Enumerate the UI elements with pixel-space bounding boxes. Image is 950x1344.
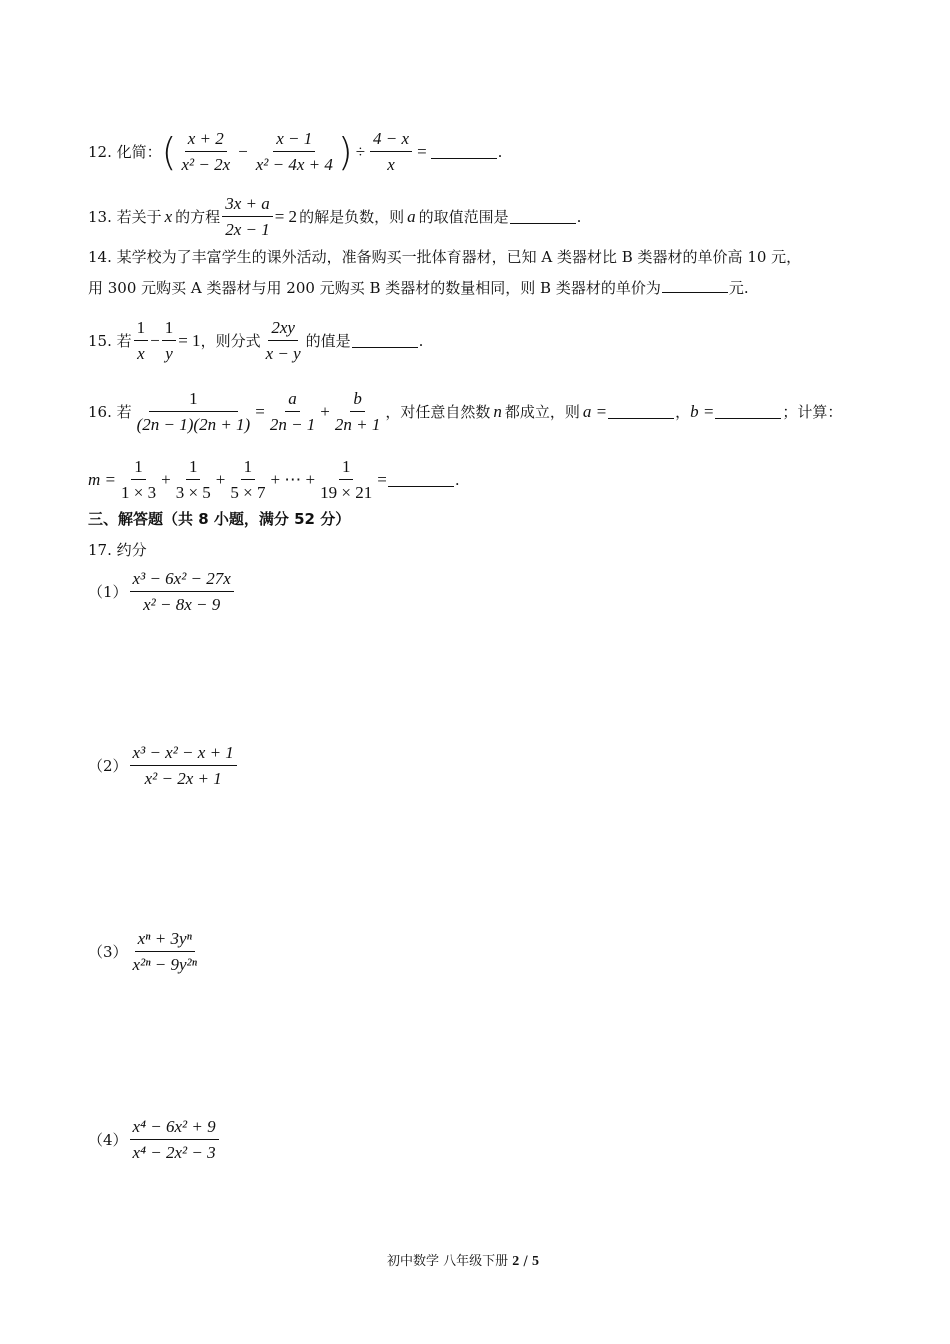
page-separator: / [523,1254,528,1269]
q15-eq: = 1 [178,330,201,350]
plus-sign: + [161,469,171,489]
question-14-line-2: 用 300 元购买 A 类器材与用 200 元购买 B 类器材的数量相同，则 B 类器材的单价为 元. [88,279,749,297]
minus-sign: − [150,330,160,350]
q16-text: ，对任意自然数 [385,403,491,422]
q16-comma: ， [675,403,691,422]
b-equals: b = [690,401,715,421]
q16-tail: . [454,470,460,489]
equals-sign: = [255,401,265,421]
ellipsis: + ⋯ + [270,469,316,489]
page-footer [387,1250,539,1270]
minus-sign: − [238,141,248,161]
q16-fraction-3: $\frac{b}{2n + 1}$ [334,389,381,435]
q12-fraction-3: $\frac{4 - x}{x}$ [370,128,412,176]
q13-eq: = 2 [274,206,298,226]
question-14-line-1: 14. 某学校为了丰富学生的课外活动，准备购买一批体育器材，已知 A 类器材比 B 类器材的单价高 10 元， [88,248,802,266]
equals-sign: = [377,469,387,489]
m-equals: m = [88,469,116,489]
q17-fraction-4: $\frac{\text{x⁴ − 6x² + 9}}{\text{x⁴ − 2x² − 3}}$ [130,1116,219,1164]
part-label: （1） [88,583,128,602]
var-a: a [407,206,416,226]
answer-blank-m [388,472,454,487]
q15-label: 15. 若 [88,332,132,351]
footer-text: 初中数学 八年级下册 [387,1254,509,1269]
question-12 [88,128,502,176]
q17-fraction-1: $\frac{\text{x³ − 6x² − 27x}}{\text{x² − 8x − 9}}$ [130,568,234,616]
page-total: 5 [531,1254,539,1269]
q15-tail: . [418,331,424,350]
var-x: x [164,206,173,226]
answer-blank [352,333,418,348]
answer-blank [431,144,497,159]
question-16-line-1 [88,388,842,436]
sum-term-1: $\frac{1}{1 \times 3}$ [121,457,157,503]
q15-fraction-3: $\frac{2xy}{x - y}$ [265,318,301,364]
answer-blank [510,209,576,224]
q13-text: 的方程 [175,208,221,227]
q17-part-3 [88,928,202,976]
equals-sign: = [417,141,427,161]
var-n: n [493,401,502,421]
sum-term-2: $\frac{1}{3 \times 5}$ [175,457,211,503]
q16-label: 16. 若 [88,403,132,422]
q16-text: 都成立，则 [504,403,580,422]
q12-label: 12. 化简： [88,143,162,162]
q13-text: 13. 若关于 [88,208,162,227]
q16-fraction-2: $\frac{a}{2n - 1}$ [269,389,316,435]
q12-fraction-2: $\frac{x - 1}{\text{x² − 4x + 4}}$ [255,129,333,175]
q12-tail: . [497,142,503,161]
q17-fraction-3: $\frac{\text{xⁿ + 3yⁿ}}{\text{x²ⁿ − 9y²ⁿ}}$ [132,929,198,975]
section-heading: 三、解答题（共 8 小题，满分 52 分） [88,510,351,528]
answer-blank-b [715,404,781,419]
q15-fraction-1: $\frac{1}{x}$ [134,317,149,365]
answer-blank-a [608,404,674,419]
q17-part-2 [88,742,239,790]
q15-fraction-2: $\frac{1}{y}$ [162,317,177,365]
part-label: （3） [88,943,128,962]
page-number: 2 [512,1254,520,1269]
q13-text: 的取值范围是 [418,208,509,227]
right-paren: ) [337,129,353,174]
a-equals: a = [582,401,608,421]
plus-sign: + [320,401,330,421]
q13-text: 的解是负数，则 [299,208,405,227]
divide-sign: ÷ [355,141,366,161]
sum-term-4: $\frac{1}{19 \times 21}$ [320,457,373,503]
sum-term-3: $\frac{1}{5 \times 7}$ [230,457,266,503]
q15-text: 的值是 [305,332,351,351]
q16-fraction-1: $\frac{1}{(2n - 1)(2n + 1)}$ [136,389,251,435]
q15-text: ，则分式 [200,332,261,351]
answer-blank [662,278,728,293]
question-13 [88,193,581,241]
part-label: （4） [88,1131,128,1150]
q13-fraction: $\frac{3x + a}{2x - 1}$ [222,193,273,241]
question-17-title: 17. 约分 [88,541,147,559]
q17-part-4 [88,1116,221,1164]
q16-text: ；计算： [782,403,843,422]
q13-tail: . [576,207,582,226]
part-label: （2） [88,757,128,776]
question-16-line-2 [88,456,460,504]
q12-fraction-1: $\frac{x + 2}{\text{x² − 2x}}$ [181,129,231,175]
left-paren: ( [161,129,177,174]
q17-fraction-2: $\frac{\text{x³ − x² − x + 1}}{\text{x² − 2x + 1}}$ [130,742,237,790]
plus-sign: + [215,469,226,489]
question-15 [88,317,423,365]
q17-part-1 [88,568,236,616]
